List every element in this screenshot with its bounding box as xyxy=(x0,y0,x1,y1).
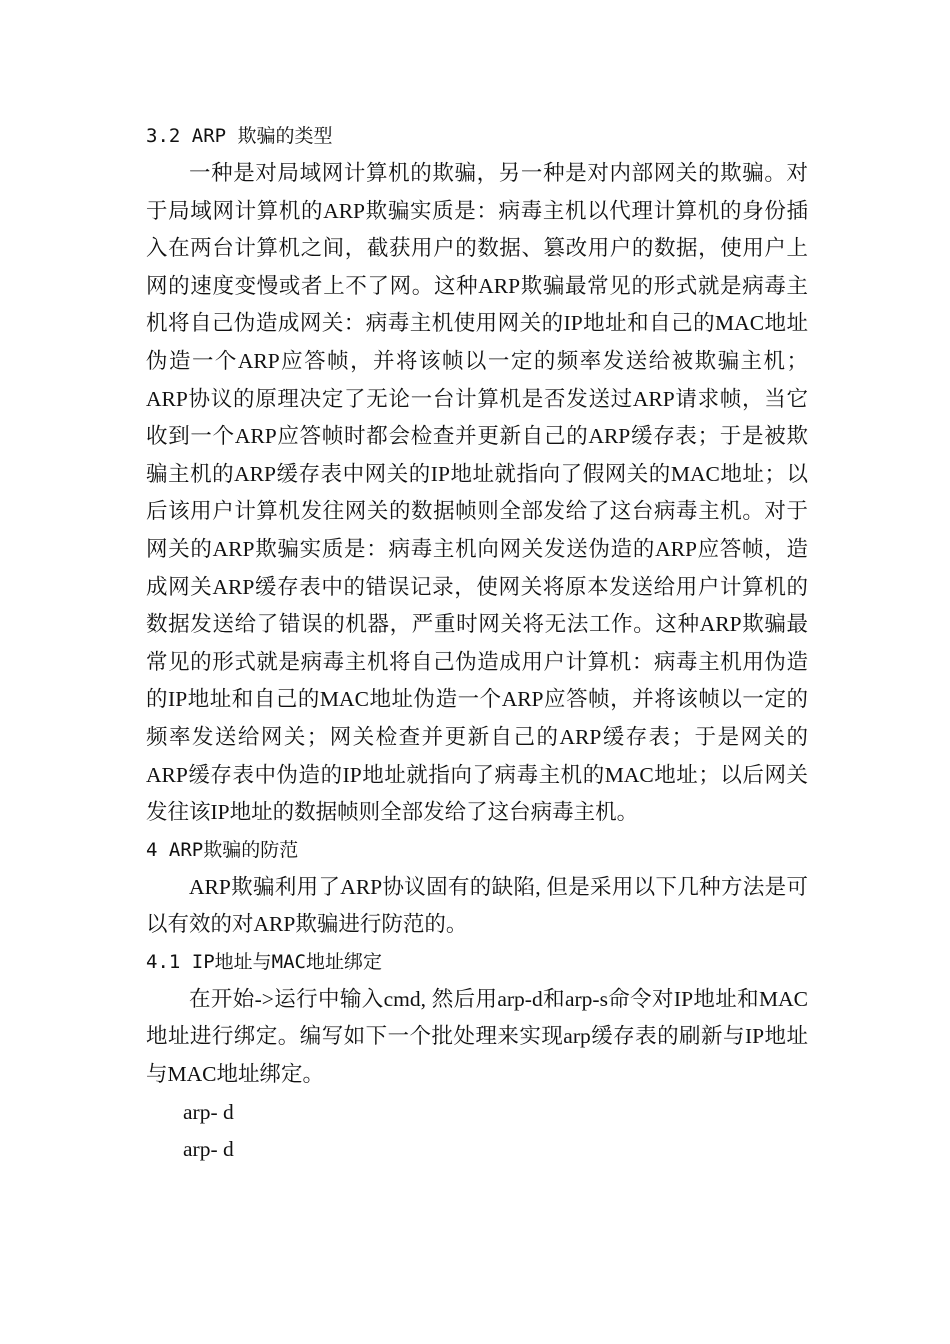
section-4-1-heading: 4.1 IP地址与MAC地址绑定 xyxy=(146,950,382,973)
document-body xyxy=(146,118,808,1169)
section-4-heading: 4 ARP欺骗的防范 xyxy=(146,838,299,861)
section-4-paragraph: ARP欺骗利用了ARP协议固有的缺陷, 但是采用以下几种方法是可以有效的对ARP欺骗进行防范的。 xyxy=(146,874,808,937)
section-3-2-paragraph: 一种是对局域网计算机的欺骗，另一种是对内部网关的欺骗。对于局域网计算机的ARP欺骗实质是：病毒主机以代理计算机的身份插入在两台计算机之间，截获用户的数据、篡改用户的数据，使用户上网的速度变慢或者上不了网。这种ARP欺骗最常见的形式就是病毒主机将自己伪造成网关：病毒主机使用网关的IP地址和自己的MAC地址伪造一个ARP应答帧，并将该帧以一定的频率发送给被欺骗主机；ARP协议的原理决定了无论一台计算机是否发送过ARP请求帧，当它收到一个ARP应答帧时都会检查并更新自己的ARP缓存表；于是被欺骗主机的ARP缓存表中网关的IP地址就指向了假网关的MAC地址；以后该用户计算机发往网关的数据帧则全部发给了这台病毒主机。对于网关的ARP欺骗实质是：病毒主机向网关发送伪造的ARP应答帧，造成网关ARP缓存表中的错误记录，使网关将原本发送给用户计算机的数据发送给了错误的机器，严重时网关将无法工作。这种ARP欺骗最常见的形式就是病毒主机将自己伪造成用户计算机：病毒主机用伪造的IP地址和自己的MAC地址伪造一个ARP应答帧，并将该帧以一定的频率发送给网关；网关检查并更新自己的ARP缓存表；于是网关的ARP缓存表中伪造的IP地址就指向了病毒主机的MAC地址；以后网关发往该IP地址的数据帧则全部发给了这台病毒主机。 xyxy=(146,161,808,825)
section-3-2-heading: 3.2 ARP 欺骗的类型 xyxy=(146,125,333,147)
code-line: arp- d xyxy=(183,1099,234,1124)
section-4-1-paragraph: 在开始->运行中输入cmd, 然后用arp-d和arp-s命令对IP地址和MAC地址进行绑定。编写如下一个批处理来实现arp缓存表的刷新与IP地址与MAC地址绑定。 xyxy=(146,986,808,1087)
code-line: arp- d xyxy=(183,1137,234,1162)
